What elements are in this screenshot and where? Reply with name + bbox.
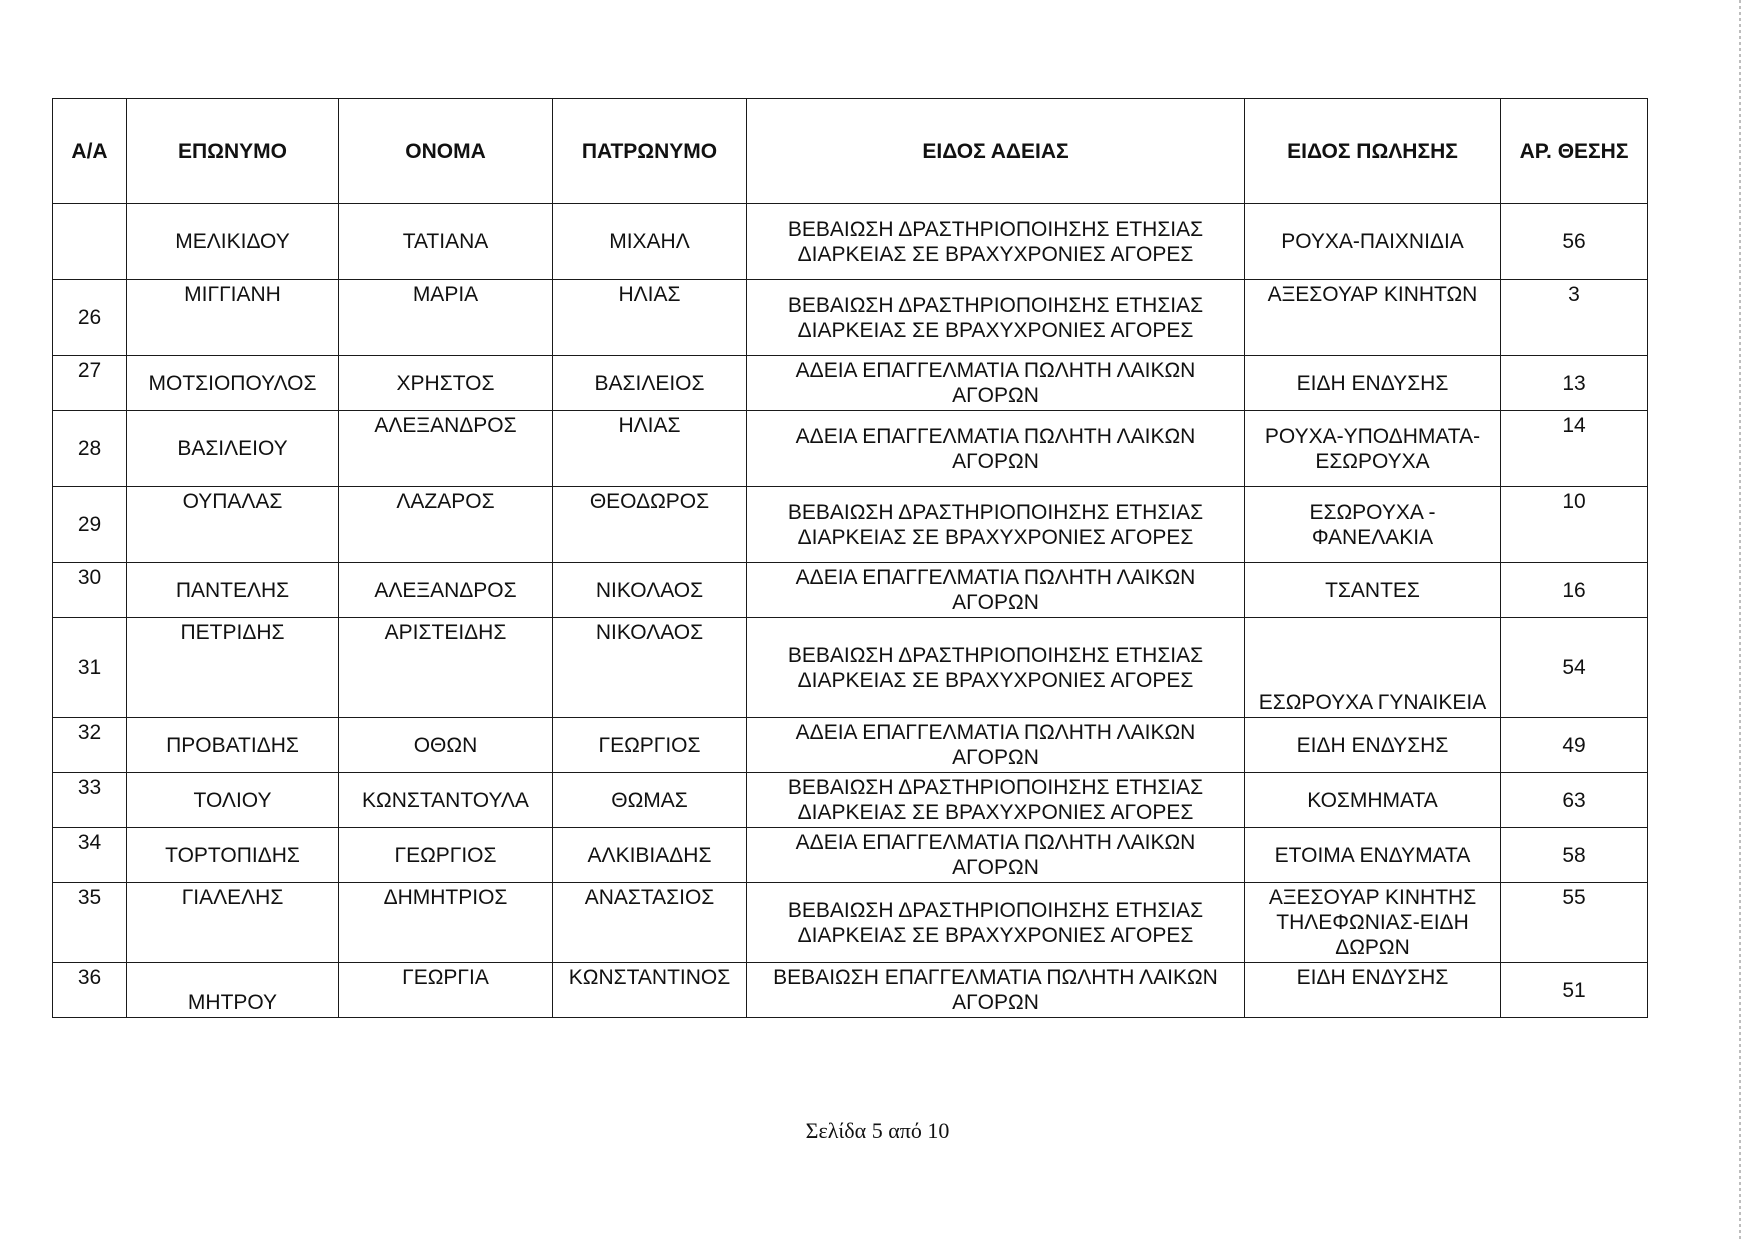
- sale-type-cell: ΚΟΣΜΗΜΑΤΑ: [1245, 773, 1501, 828]
- row-number: 27: [53, 356, 127, 411]
- license-type-cell: ΒΕΒΑΙΩΣΗ ΔΡΑΣΤΗΡΙΟΠΟΙΗΣΗΣ ΕΤΗΣΙΑΣ ΔΙΑΡΚΕΙΑΣ ΣΕ ΒΡΑΧΥΧΡΟΝΙΕΣ ΑΓΟΡΕΣ: [747, 883, 1245, 963]
- table-row: [53, 773, 1648, 828]
- position-number-cell: 55: [1501, 883, 1648, 963]
- fathers-name-cell: ΚΩΝΣΤΑΝΤΙΝΟΣ: [553, 963, 747, 1018]
- license-type-cell: ΒΕΒΑΙΩΣΗ ΔΡΑΣΤΗΡΙΟΠΟΙΗΣΗΣ ΕΤΗΣΙΑΣ ΔΙΑΡΚΕΙΑΣ ΣΕ ΒΡΑΧΥΧΡΟΝΙΕΣ ΑΓΟΡΕΣ: [747, 773, 1245, 828]
- table-row: [53, 883, 1648, 963]
- header-fathers-name: ΠΑΤΡΩΝΥΜΟ: [553, 99, 747, 204]
- sale-type-cell: ΕΣΩΡΟΥΧΑ - ΦΑΝΕΛΑΚΙΑ: [1245, 487, 1501, 563]
- surname-cell: ΠΡΟΒΑΤΙΔΗΣ: [127, 718, 339, 773]
- table-row: [53, 356, 1648, 411]
- header-aa: Α/Α: [53, 99, 127, 204]
- row-number: 29: [53, 487, 127, 563]
- sale-type-cell: ΕΤΟΙΜΑ ΕΝΔΥΜΑΤΑ: [1245, 828, 1501, 883]
- surname-cell: ΒΑΣΙΛΕΙΟΥ: [127, 411, 339, 487]
- license-type-cell: ΑΔΕΙΑ ΕΠΑΓΓΕΛΜΑΤΙΑ ΠΩΛΗΤΗ ΛΑΙΚΩΝ ΑΓΟΡΩΝ: [747, 356, 1245, 411]
- row-number: 36: [53, 963, 127, 1018]
- first-name-cell: ΑΛΕΞΑΝΔΡΟΣ: [339, 563, 553, 618]
- first-name-cell: ΑΡΙΣΤΕΙΔΗΣ: [339, 618, 553, 718]
- scan-edge-line: [1739, 0, 1741, 1241]
- first-name-cell: ΑΛΕΞΑΝΔΡΟΣ: [339, 411, 553, 487]
- table-header-row: [53, 99, 1648, 204]
- row-number: 30: [53, 563, 127, 618]
- sale-type-cell: ΡΟΥΧΑ-ΥΠΟΔΗΜΑΤΑ-ΕΣΩΡΟΥΧΑ: [1245, 411, 1501, 487]
- sale-type-cell: ΕΙΔΗ ΕΝΔΥΣΗΣ: [1245, 963, 1501, 1018]
- fathers-name-cell: ΑΝΑΣΤΑΣΙΟΣ: [553, 883, 747, 963]
- sale-type-cell: ΤΣΑΝΤΕΣ: [1245, 563, 1501, 618]
- sale-type-cell: ΡΟΥΧΑ-ΠΑΙΧΝΙΔΙΑ: [1245, 204, 1501, 280]
- surname-cell: ΠΑΝΤΕΛΗΣ: [127, 563, 339, 618]
- header-sale-type: ΕΙΔΟΣ ΠΩΛΗΣΗΣ: [1245, 99, 1501, 204]
- fathers-name-cell: ΓΕΩΡΓΙΟΣ: [553, 718, 747, 773]
- first-name-cell: ΔΗΜΗΤΡΙΟΣ: [339, 883, 553, 963]
- row-number: 32: [53, 718, 127, 773]
- surname-cell: ΜΟΤΣΙΟΠΟΥΛΟΣ: [127, 356, 339, 411]
- license-type-cell: ΑΔΕΙΑ ΕΠΑΓΓΕΛΜΑΤΙΑ ΠΩΛΗΤΗ ΛΑΙΚΩΝ ΑΓΟΡΩΝ: [747, 828, 1245, 883]
- table-row: [53, 411, 1648, 487]
- sale-type-cell: ΑΞΕΣΟΥΑΡ ΚΙΝΗΤΩΝ: [1245, 280, 1501, 356]
- first-name-cell: ΤΑΤΙΑΝΑ: [339, 204, 553, 280]
- row-number: 26: [53, 280, 127, 356]
- surname-cell: ΠΕΤΡΙΔΗΣ: [127, 618, 339, 718]
- surname-cell: ΜΕΛΙΚΙΔΟΥ: [127, 204, 339, 280]
- position-number-cell: 49: [1501, 718, 1648, 773]
- table-row: [53, 487, 1648, 563]
- license-type-cell: ΒΕΒΑΙΩΣΗ ΕΠΑΓΓΕΛΜΑΤΙΑ ΠΩΛΗΤΗ ΛΑΙΚΩΝ ΑΓΟΡΩΝ: [747, 963, 1245, 1018]
- position-number-cell: 51: [1501, 963, 1648, 1018]
- fathers-name-cell: ΘΕΟΔΩΡΟΣ: [553, 487, 747, 563]
- row-number: 35: [53, 883, 127, 963]
- header-surname: ΕΠΩΝΥΜΟ: [127, 99, 339, 204]
- table-row: [53, 718, 1648, 773]
- first-name-cell: ΓΕΩΡΓΙΑ: [339, 963, 553, 1018]
- row-number: 28: [53, 411, 127, 487]
- row-number: 31: [53, 618, 127, 718]
- position-number-cell: 14: [1501, 411, 1648, 487]
- surname-cell: ΓΙΑΛΕΛΗΣ: [127, 883, 339, 963]
- first-name-cell: ΛΑΖΑΡΟΣ: [339, 487, 553, 563]
- fathers-name-cell: ΒΑΣΙΛΕΙΟΣ: [553, 356, 747, 411]
- position-number-cell: 56: [1501, 204, 1648, 280]
- license-type-cell: ΑΔΕΙΑ ΕΠΑΓΓΕΛΜΑΤΙΑ ΠΩΛΗΤΗ ΛΑΙΚΩΝ ΑΓΟΡΩΝ: [747, 563, 1245, 618]
- license-type-cell: ΒΕΒΑΙΩΣΗ ΔΡΑΣΤΗΡΙΟΠΟΙΗΣΗΣ ΕΤΗΣΙΑΣ ΔΙΑΡΚΕΙΑΣ ΣΕ ΒΡΑΧΥΧΡΟΝΙΕΣ ΑΓΟΡΕΣ: [747, 618, 1245, 718]
- header-position-number: ΑΡ. ΘΕΣΗΣ: [1501, 99, 1648, 204]
- page-number-footer: Σελίδα 5 από 10: [805, 1118, 950, 1143]
- fathers-name-cell: ΝΙΚΟΛΑΟΣ: [553, 563, 747, 618]
- surname-cell: ΤΟΛΙΟΥ: [127, 773, 339, 828]
- fathers-name-cell: ΘΩΜΑΣ: [553, 773, 747, 828]
- table-row: [53, 204, 1648, 280]
- header-first-name: ΟΝΟΜΑ: [339, 99, 553, 204]
- fathers-name-cell: ΜΙΧΑΗΛ: [553, 204, 747, 280]
- position-number-cell: 54: [1501, 618, 1648, 718]
- fathers-name-cell: ΗΛΙΑΣ: [553, 280, 747, 356]
- row-number: [53, 204, 127, 280]
- fathers-name-cell: ΑΛΚΙΒΙΑΔΗΣ: [553, 828, 747, 883]
- first-name-cell: ΚΩΝΣΤΑΝΤΟΥΛΑ: [339, 773, 553, 828]
- position-number-cell: 58: [1501, 828, 1648, 883]
- sale-type-cell: ΕΙΔΗ ΕΝΔΥΣΗΣ: [1245, 356, 1501, 411]
- license-type-cell: ΑΔΕΙΑ ΕΠΑΓΓΕΛΜΑΤΙΑ ΠΩΛΗΤΗ ΛΑΙΚΩΝ ΑΓΟΡΩΝ: [747, 411, 1245, 487]
- first-name-cell: ΜΑΡΙΑ: [339, 280, 553, 356]
- table-row: [53, 618, 1648, 718]
- surname-cell: ΜΙΓΓΙΑΝΗ: [127, 280, 339, 356]
- table-row: [53, 280, 1648, 356]
- fathers-name-cell: ΝΙΚΟΛΑΟΣ: [553, 618, 747, 718]
- position-number-cell: 13: [1501, 356, 1648, 411]
- row-number: 34: [53, 828, 127, 883]
- header-license-type: ΕΙΔΟΣ ΑΔΕΙΑΣ: [747, 99, 1245, 204]
- license-type-cell: ΒΕΒΑΙΩΣΗ ΔΡΑΣΤΗΡΙΟΠΟΙΗΣΗΣ ΕΤΗΣΙΑΣ ΔΙΑΡΚΕΙΑΣ ΣΕ ΒΡΑΧΥΧΡΟΝΙΕΣ ΑΓΟΡΕΣ: [747, 204, 1245, 280]
- position-number-cell: 63: [1501, 773, 1648, 828]
- sale-type-cell: ΕΣΩΡΟΥΧΑ ΓΥΝΑΙΚΕΙΑ: [1245, 618, 1501, 718]
- position-number-cell: 10: [1501, 487, 1648, 563]
- table-row: [53, 828, 1648, 883]
- surname-cell: ΜΗΤΡΟΥ: [127, 963, 339, 1018]
- license-type-cell: ΑΔΕΙΑ ΕΠΑΓΓΕΛΜΑΤΙΑ ΠΩΛΗΤΗ ΛΑΙΚΩΝ ΑΓΟΡΩΝ: [747, 718, 1245, 773]
- vendor-roster-table: [52, 98, 1648, 1018]
- sale-type-cell: ΑΞΕΣΟΥΑΡ ΚΙΝΗΤΗΣ ΤΗΛΕΦΩΝΙΑΣ-ΕΙΔΗ ΔΩΡΩΝ: [1245, 883, 1501, 963]
- license-type-cell: ΒΕΒΑΙΩΣΗ ΔΡΑΣΤΗΡΙΟΠΟΙΗΣΗΣ ΕΤΗΣΙΑΣ ΔΙΑΡΚΕΙΑΣ ΣΕ ΒΡΑΧΥΧΡΟΝΙΕΣ ΑΓΟΡΕΣ: [747, 280, 1245, 356]
- first-name-cell: ΟΘΩΝ: [339, 718, 553, 773]
- fathers-name-cell: ΗΛΙΑΣ: [553, 411, 747, 487]
- license-type-cell: ΒΕΒΑΙΩΣΗ ΔΡΑΣΤΗΡΙΟΠΟΙΗΣΗΣ ΕΤΗΣΙΑΣ ΔΙΑΡΚΕΙΑΣ ΣΕ ΒΡΑΧΥΧΡΟΝΙΕΣ ΑΓΟΡΕΣ: [747, 487, 1245, 563]
- surname-cell: ΤΟΡΤΟΠΙΔΗΣ: [127, 828, 339, 883]
- position-number-cell: 3: [1501, 280, 1648, 356]
- surname-cell: ΟΥΠΑΛΑΣ: [127, 487, 339, 563]
- first-name-cell: ΓΕΩΡΓΙΟΣ: [339, 828, 553, 883]
- first-name-cell: ΧΡΗΣΤΟΣ: [339, 356, 553, 411]
- row-number: 33: [53, 773, 127, 828]
- table-row: [53, 963, 1648, 1018]
- position-number-cell: 16: [1501, 563, 1648, 618]
- table-row: [53, 563, 1648, 618]
- sale-type-cell: ΕΙΔΗ ΕΝΔΥΣΗΣ: [1245, 718, 1501, 773]
